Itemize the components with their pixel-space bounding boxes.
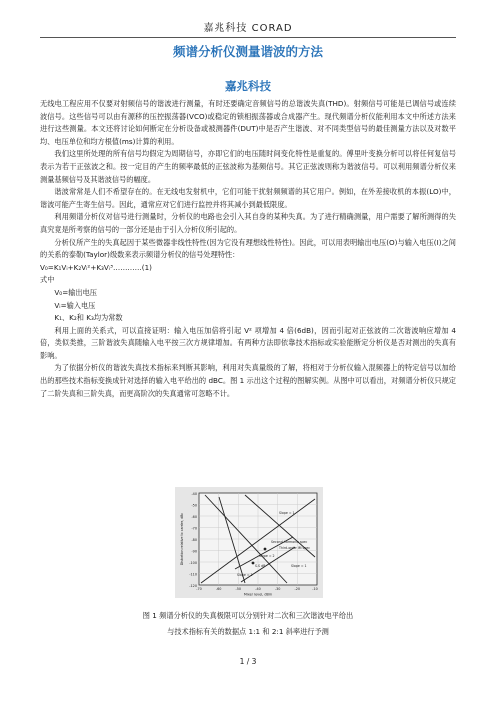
- y-tick-label: -40: [191, 492, 197, 496]
- x-tick-label: -70: [196, 587, 202, 591]
- paragraph: 为了依据分析仪的谐波失真技术指标来判断其影响，利用对失真量级的了解，将相对于分析仪输入混频器上的特定信号以加给出的那些技术指标变换成针对选择的输入电平给出的 dBC。图 1 示出这个过程的图解实例。从图中可以看出，对频谱分析仪只规定了二阶失真和三阶失真，而更高阶次的失真通常可忽略不计。: [40, 363, 456, 398]
- paragraph: 谐波常常是人们不希望存在的。在无线电发射机中，它们可能干扰射频频谱的其它用户。例如，在外差接收机的本振(LO)中，谐波可能产生寄生信号。因此，通常应对它们进行监控并将其减小到最低限度。: [40, 187, 456, 209]
- x-axis-label: Mixer level, dBm: [243, 592, 273, 597]
- figure-caption: 图 1 频谱分析仪的失真极限可以分别针对二次和三次谐波电平给出: [142, 611, 354, 620]
- y-tick-label: -110: [189, 572, 197, 577]
- formula-label: 式中: [40, 275, 55, 285]
- chart-annotation: S.S dB: [255, 564, 266, 568]
- chart-annotation: Third-order IM spec: [279, 546, 310, 550]
- chart-annotation: Slope = 1: [237, 573, 253, 577]
- x-tick-label: -50: [235, 587, 242, 591]
- y-tick-label: -80: [191, 538, 197, 542]
- chart-annotation: Second-harmonic spec: [271, 540, 308, 544]
- x-tick-label: -20: [294, 587, 301, 591]
- paragraph: 利用上面的关系式，可以直接证明：输入电压加倍将引起 V² 项增加 4 倍(6dB)，因而引起对正弦波的二次谐波响应增加 4 倍，类似类推，三阶谐波失真随输入电平按三次方规律增加。有两种方法即依靠技术指标或实验能断定分析仪是否对测出的失真有影响。: [40, 325, 456, 360]
- x-tick-label: -10: [312, 587, 318, 591]
- definition-item: Vᵢ=输入电压: [54, 300, 96, 310]
- definition-item: V₀=输出电压: [54, 287, 97, 297]
- y-tick-label: -100: [189, 561, 197, 565]
- document-title: 频谱分析仪测量谐波的方法: [172, 44, 323, 59]
- document-author: 嘉兆科技: [225, 79, 271, 93]
- page-number: 1 / 3: [239, 657, 257, 666]
- y-tick-label: -50: [191, 503, 197, 508]
- figure-1: [175, 487, 323, 598]
- x-tick-label: -30: [274, 587, 281, 591]
- paragraph: 无线电工程应用不仅要对射频信号的谐波进行测量，有时还要确定音频信号的总谐波失真(THD)。射频信号可能是已调信号或连续波信号。这些信号可以由有源移的压控振荡器(VCO)或稳定的锁相振荡器或合成器产生。现代频谱分析仪能利用本文中所述方法来进行这些测量。本文还将讨论如何断定在分析设备或被测器件(DUT)中是否产生谐波、对不同类型信号的最佳测量方法以及对数平均、电压单位和均方根值(ms)计算的利用。: [40, 99, 456, 146]
- page-header: 嘉兆科技 CORAD: [203, 23, 293, 34]
- document-body: [40, 98, 456, 400]
- x-tick-label: -40: [255, 587, 261, 591]
- header-divider: [40, 37, 456, 38]
- y-tick-label: -120: [189, 584, 197, 588]
- x-tick-label: -60: [215, 587, 222, 591]
- y-tick-label: -90: [191, 549, 197, 554]
- y-tick-label: -60: [191, 515, 197, 519]
- equation: V₀=K₁Vᵢ+K₂Vᵢ²+K₃Vᵢ³…………(1): [40, 262, 152, 272]
- paragraph: 分析仪所产生的失真起因于某些微器非线性特性(因为它没有理想线性特性)。因此，可以用表明输出电压(O)与输入电压(I)之间的关系的泰勒(Taylor)级数来表示频谱分析仪的信号处理特性：: [40, 237, 456, 260]
- chart-annotation: Slope = 1: [279, 511, 295, 515]
- chart-annotation: Slope = 2: [259, 554, 275, 558]
- definition-item: K₁、K₂和 K₃均为常数: [54, 313, 123, 323]
- data-point: [264, 548, 267, 551]
- paragraph: 利用频谱分析仪对信号进行测量时，分析仪的电路也会引入其自身的某种失真。为了进行精确测量，用户需要了解所测得的失真究竟是所考察的信号的一部分还是由于引入分析仪所引起的。: [40, 212, 456, 234]
- y-axis-label: Distortion relative to carrier, dBc: [180, 512, 184, 566]
- paragraph: 我们这里所处理的所有信号均假定为周期信号，亦即它们的电压随时间变化特性是重复的。傅里叶变换分析可以将任何复信号表示为若干正弦波之和。按一定目的产生的频率最低的正弦波称为基频信号。其它正弦波则称为谐波信号。可以利用频谱分析仪来测量基频信号及其谐波信号的幅度。: [40, 149, 456, 184]
- chart-annotation: Slope = 1: [291, 564, 307, 568]
- data-point: [252, 562, 255, 565]
- distortion-chart: [175, 487, 323, 598]
- y-tick-label: -70: [191, 526, 197, 531]
- figure-caption: 与技术指标有关的数据点 1:1 和 2:1 斜率进行予测: [167, 627, 329, 636]
